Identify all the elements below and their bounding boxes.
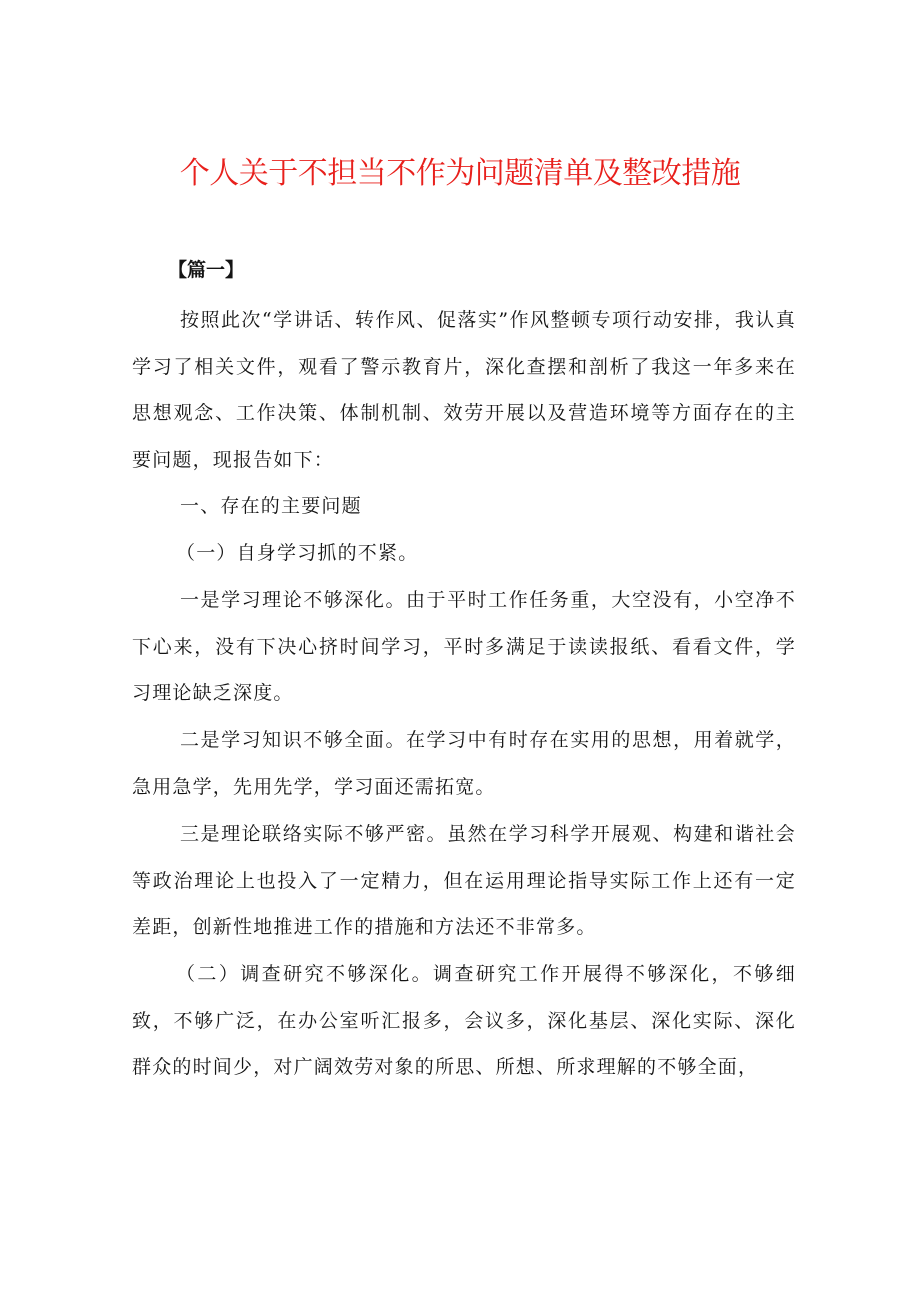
point-two-paragraph: 二是学习知识不够全面。在学习中有时存在实用的思想，用着就学，急用急学，先用先学，学习面还需拓宽。 xyxy=(132,729,796,798)
subheading-one: （一）自身学习抓的不紧。 xyxy=(176,542,419,564)
section-label: 【篇一】 xyxy=(168,259,245,281)
point-three-paragraph: 三是理论联络实际不够严密。虽然在学习科学开展观、构建和谐社会等政治理论上也投入了一定精力，但在运用理论指导实际工作上还有一定差距，创新性地推进工作的措施和方法还不非常多。 xyxy=(132,823,796,938)
intro-paragraph: 按照此次“学讲话、转作风、促落实”作风整顿专项行动安排，我认真学习了相关文件，观看了警示教育片，深化查摆和剖析了我这一年多来在思想观念、工作决策、体制机制、效劳开展以及营造环境等方面存在的主要问题，现报告如下： xyxy=(132,309,796,471)
subheading-two-paragraph: （二）调查研究不够深化。调查研究工作开展得不够深化，不够细致，不够广泛，在办公室听汇报多，会议多，深化基层、深化实际、深化群众的时间少，对广阔效劳对象的所思、所想、所求理解的不够全面， xyxy=(132,963,796,1078)
point-one-paragraph: 一是学习理论不够深化。由于平时工作任务重，大空没有，小空净不下心来，没有下决心挤时间学习，平时多满足于读读报纸、看看文件，学习理论缺乏深度。 xyxy=(132,589,796,704)
heading-one: 一、存在的主要问题 xyxy=(180,495,362,517)
document-title: 个人关于不担当不作为问题清单及整改措施 xyxy=(179,156,741,191)
